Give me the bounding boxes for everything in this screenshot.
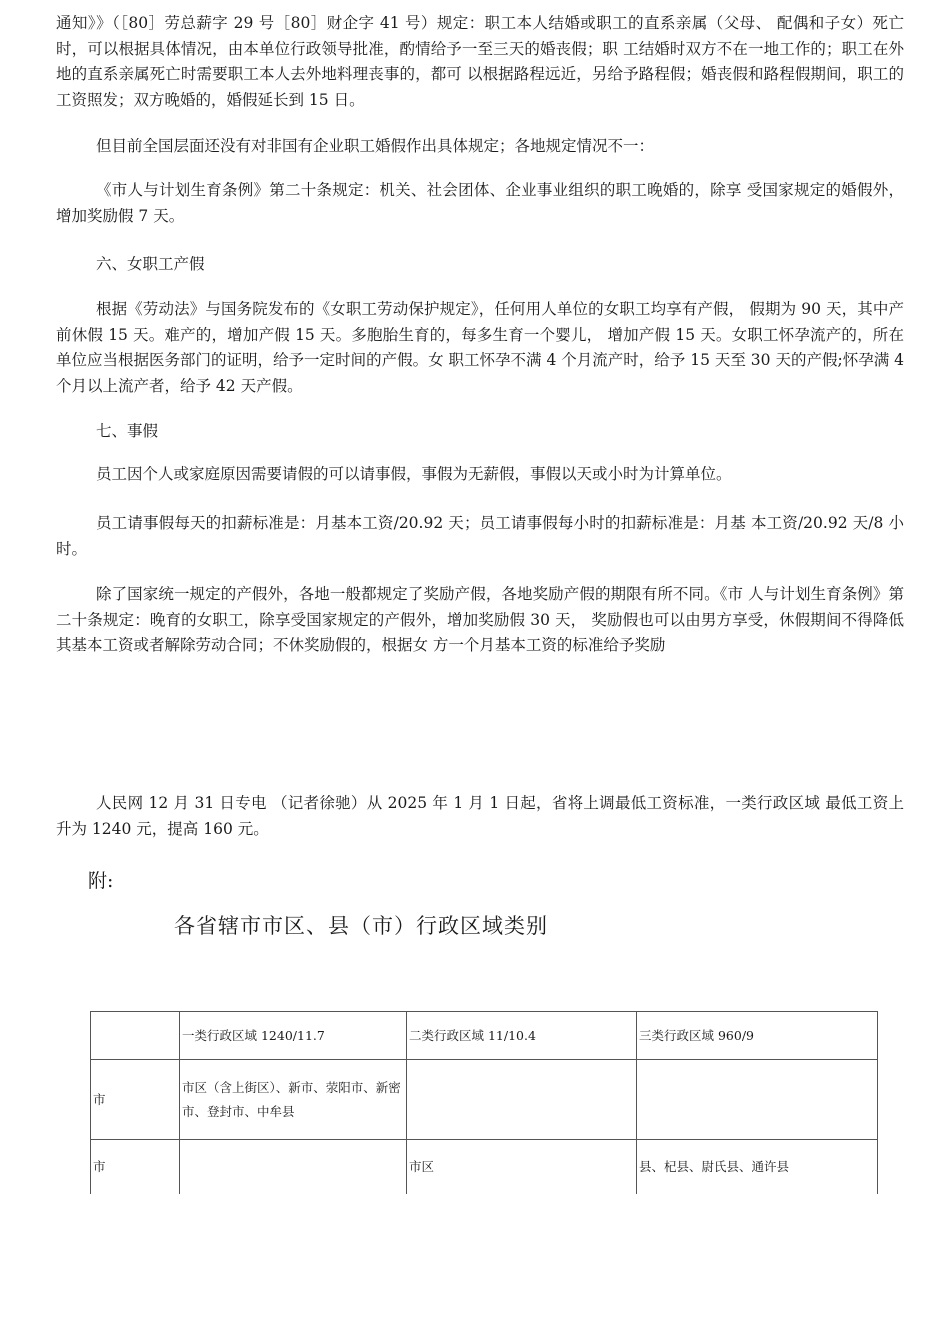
- table-cell: 县、杞县、尉氏县、通许县: [637, 1140, 878, 1195]
- table-cell-city: 市: [91, 1140, 180, 1195]
- header-cell-category-3: 三类行政区域 960/9: [637, 1012, 878, 1060]
- paragraph-non-state-enterprise: 但目前全国层面还没有对非国有企业职工婚假作出具体规定；各地规定情况不一：: [96, 137, 655, 155]
- table-row: [91, 1140, 878, 1195]
- paragraph-maternity-leave: 根据《劳动法》与国务院发布的《女职工劳动保护规定》，任何用人单位的女职工均享有产假， 假期为 90 天，其中产前休假 15 天。难产的，增加产假 15 天。多胞胎生育的，每多生育一个婴儿， 增加产假 15 天。女职工怀孕流产的，所在单位应当根据医务部门的证明，给予一定时间的产假。女 职工怀孕不满 4 个月流产时，给予 15 天至 30 天的产假;怀孕满 4 个月以上流产者，给予 42 天产假。: [56, 300, 904, 395]
- header-cell: [91, 1012, 180, 1060]
- table-title: 各省辖市市区、县（市）行政区域类别: [174, 914, 548, 938]
- paragraph-reward-maternity: 除了国家统一规定的产假外，各地一般都规定了奖励产假，各地奖励产假的期限有所不同。《市 人与计划生育条例》第二十条规定：晚育的女职工，除享受国家规定的产假外，增加奖励假 30 天， 奖励假也可以由男方享受，休假期间不得降低其基本工资或者解除劳动合同；不休奖励假的，根据女 方一个月基本工资的标准给予奖励: [56, 585, 904, 654]
- section-heading-maternity: 六、女职工产假: [96, 255, 205, 273]
- table-cell: 市区: [407, 1140, 637, 1195]
- table-cell: 市区（含上街区）、新市、荥阳市、新密市、登封市、中牟县: [180, 1060, 407, 1140]
- paragraph-pay-deduction: 员工请事假每天的扣薪标准是：月基本工资/20.92 天；员工请事假每小时的扣薪标准是：月基 本工资/20.92 天/8 小时。: [56, 514, 904, 558]
- table-cell: [637, 1060, 878, 1140]
- table-cell: [407, 1060, 637, 1140]
- table-row: [91, 1060, 878, 1140]
- paragraph-personal-leave: 员工因个人或家庭原因需要请假的可以请事假，事假为无薪假，事假以天或小时为计算单位。: [96, 465, 732, 483]
- table-cell-city: 市: [91, 1060, 180, 1140]
- appendix-label: 附:: [88, 870, 114, 892]
- paragraph-late-marriage-bonus: 《市人与计划生育条例》第二十条规定：机关、社会团体、企业事业组织的职工晚婚的，除享 受国家规定的婚假外，增加奖励假 7 天。: [56, 181, 904, 225]
- paragraph-marriage-leave: 通知》》（［80］劳总薪字 29 号［80］财企字 41 号）规定：职工本人结婚或职工的直系亲属（父母、 配偶和子女）死亡时，可以根据具体情况，由本单位行政领导批准，酌情给予一至三天的婚丧假；职 工结婚时双方不在一地工作的；职工在外地的直系亲属死亡时需要职工本人去外地料理丧事的，都可 以根据路程远近，另给予路程假；婚丧假和路程假期间，职工的工资照发；双方晚婚的，婚假延长到 15 日。: [56, 14, 904, 109]
- paragraph-min-wage-news: 人民网 12 月 31 日专电 （记者徐驰）从 2025 年 1 月 1 日起，省将上调最低工资标准，一类行政区域 最低工资上升为 1240 元，提高 160 元。: [56, 794, 904, 838]
- table-header-row: [91, 1012, 878, 1060]
- region-category-table: [90, 1011, 878, 1194]
- header-cell-category-1: 一类行政区域 1240/11.7: [180, 1012, 407, 1060]
- table-cell: [180, 1140, 407, 1195]
- section-heading-personal-leave: 七、事假: [96, 422, 159, 440]
- header-cell-category-2: 二类行政区域 11/10.4: [407, 1012, 637, 1060]
